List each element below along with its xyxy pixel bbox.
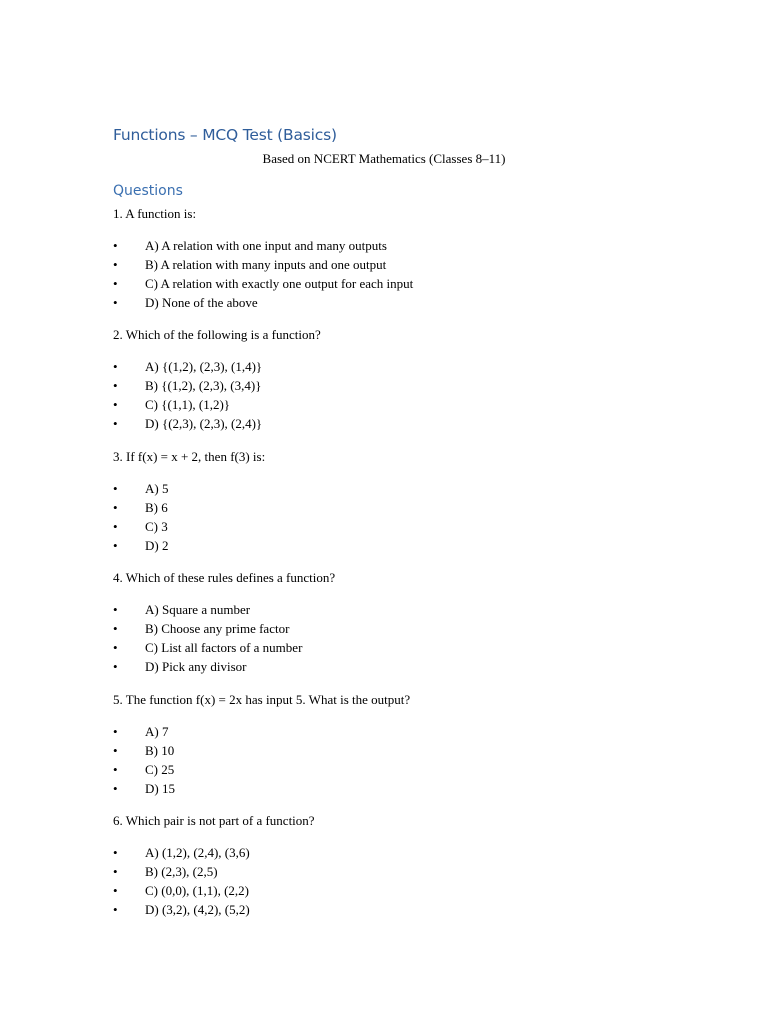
question-text: 6. Which pair is not part of a function?	[113, 813, 315, 828]
answer-option-label: A) A relation with one input and many outputs	[145, 238, 387, 253]
document-title: Functions – MCQ Test (Basics)	[113, 126, 337, 144]
section-heading-questions: Questions	[113, 183, 183, 199]
answer-option-label: D) (3,2), (4,2), (5,2)	[145, 902, 250, 917]
bullet-icon: •	[113, 902, 118, 917]
bullet-icon: •	[113, 602, 118, 617]
bullet-icon: •	[113, 276, 118, 291]
answer-option-label: D) None of the above	[145, 295, 258, 310]
bullet-icon: •	[113, 295, 118, 310]
answer-option-label: B) (2,3), (2,5)	[145, 864, 218, 879]
bullet-icon: •	[113, 378, 118, 393]
question-text: 5. The function f(x) = 2x has input 5. What is the output?	[113, 692, 411, 707]
answer-option-label: B) 10	[145, 743, 175, 758]
question-text: 2. Which of the following is a function?	[113, 327, 321, 342]
answer-option-label: D) Pick any divisor	[145, 659, 247, 674]
document-subtitle: Based on NCERT Mathematics (Classes 8–11)	[262, 151, 506, 166]
bullet-icon: •	[113, 500, 118, 515]
answer-option-label: B) 6	[145, 500, 168, 515]
answer-option-label: A) Square a number	[145, 602, 251, 617]
bullet-icon: •	[113, 883, 118, 898]
bullet-icon: •	[113, 845, 118, 860]
answer-option-label: C) 3	[145, 519, 168, 534]
bullet-icon: •	[113, 621, 118, 636]
bullet-icon: •	[113, 481, 118, 496]
bullet-icon: •	[113, 519, 118, 534]
bullet-icon: •	[113, 416, 118, 431]
answer-option-label: A) 7	[145, 724, 169, 739]
bullet-icon: •	[113, 864, 118, 879]
answer-option-label: C) {(1,1), (1,2)}	[145, 397, 231, 412]
answer-option-label: A) {(1,2), (2,3), (1,4)}	[145, 359, 263, 374]
answer-option-label: C) 25	[145, 762, 175, 777]
bullet-icon: •	[113, 743, 118, 758]
answer-option-label: C) (0,0), (1,1), (2,2)	[145, 883, 249, 898]
question-text: 4. Which of these rules defines a function?	[113, 570, 336, 585]
bullet-icon: •	[113, 238, 118, 253]
answer-option-label: C) A relation with exactly one output for each input	[145, 276, 414, 291]
answer-option-label: D) {(2,3), (2,3), (2,4)}	[145, 416, 263, 431]
bullet-icon: •	[113, 781, 118, 796]
answer-option-label: B) {(1,2), (2,3), (3,4)}	[145, 378, 262, 393]
bullet-icon: •	[113, 640, 118, 655]
answer-option-label: A) 5	[145, 481, 169, 496]
bullet-icon: •	[113, 659, 118, 674]
bullet-icon: •	[113, 397, 118, 412]
bullet-icon: •	[113, 724, 118, 739]
bullet-icon: •	[113, 762, 118, 777]
answer-option-label: C) List all factors of a number	[145, 640, 303, 655]
bullet-icon: •	[113, 257, 118, 272]
answer-option-label: B) A relation with many inputs and one output	[145, 257, 387, 272]
bullet-icon: •	[113, 359, 118, 374]
answer-option-label: B) Choose any prime factor	[145, 621, 290, 636]
answer-option-label: D) 2	[145, 538, 169, 553]
question-text: 3. If f(x) = x + 2, then f(3) is:	[113, 449, 266, 464]
bullet-icon: •	[113, 538, 118, 553]
answer-option-label: D) 15	[145, 781, 175, 796]
question-text: 1. A function is:	[113, 206, 197, 221]
answer-option-label: A) (1,2), (2,4), (3,6)	[145, 845, 250, 860]
